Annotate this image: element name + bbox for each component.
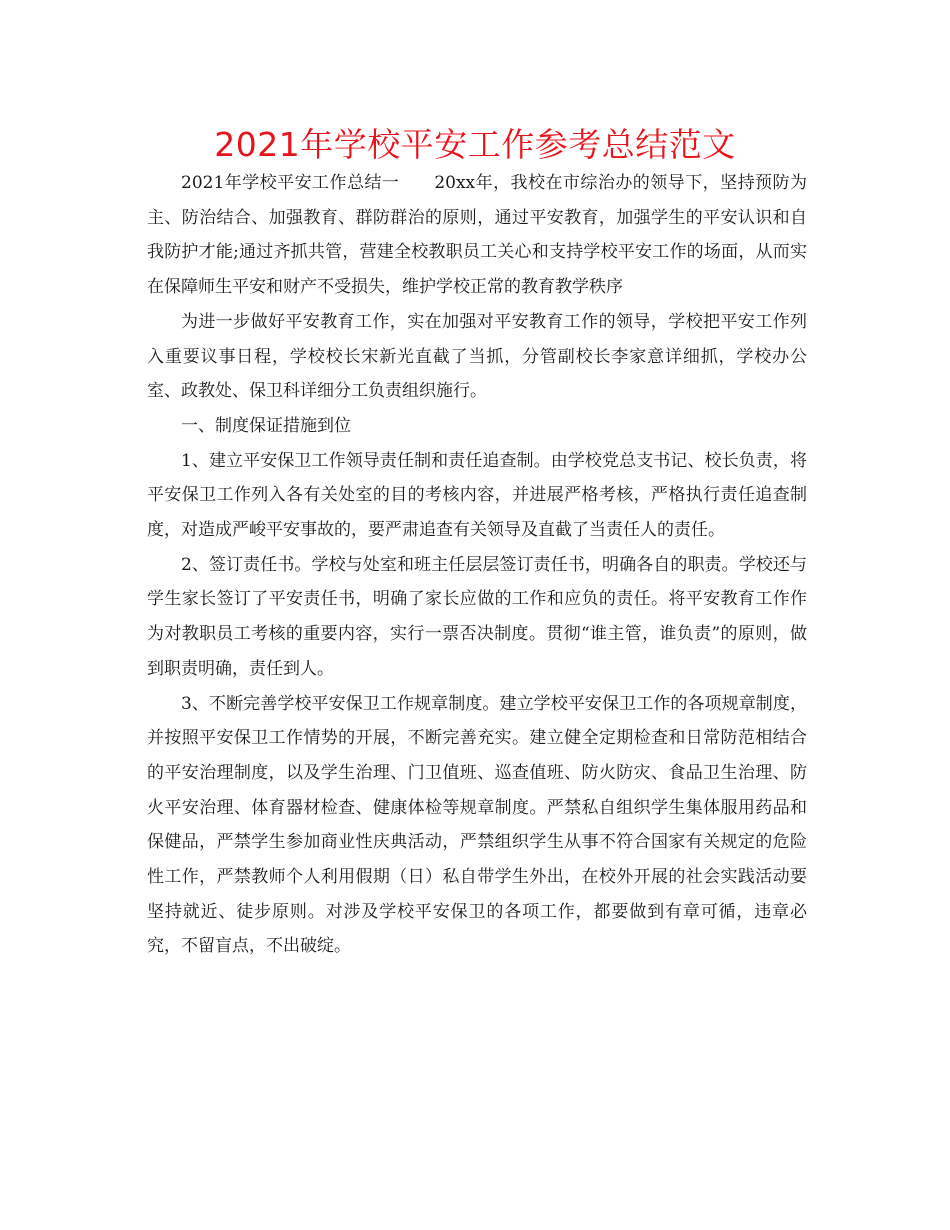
- paragraph-item-3: 3、不断完善学校平安保卫工作规章制度。建立学校平安保卫工作的各项规章制度，并按照平安保卫工作情势的开展，不断完善充实。建立健全定期检查和日常防范相结合的平安治理制度，以及学生治理、门卫值班、巡查值班、防火防灾、食品卫生治理、防火平安治理、体育器材检查、健康体检等规章制度。严禁私自组织学生集体服用药品和保健品，严禁学生参加商业性庆典活动，严禁组织学生从事不符合国家有关规定的危险性工作，严禁教师个人利用假期（日）私自带学生外出，在校外开展的社会实践活动要坚持就近、徒步原则。对涉及学校平安保卫的各项工作，都要做到有章可循，违章必究，不留盲点，不出破绽。: [147, 693, 807, 957]
- paragraph-item-1: 1、建立平安保卫工作领导责任制和责任追查制。由学校党总支书记、校长负责，将平安保卫工作列入各有关处室的目的考核内容，并进展严格考核，严格执行责任追查制度，对造成严峻平安事故的，要严肃追查有关领导及直截了当责任人的责任。: [147, 450, 807, 541]
- paragraph-item-2: 2、签订责任书。学校与处室和班主任层层签订责任书，明确各自的职责。学校还与学生家长签订了平安责任书，明确了家长应做的工作和应负的责任。将平安教育工作作为对教职员工考核的重要内容，实行一票否决制度。贯彻“谁主管，谁负责”的原则，做到职责明确，责任到人。: [147, 554, 807, 679]
- paragraph-leadership: 为进一步做好平安教育工作，实在加强对平安教育工作的领导，学校把平安工作列入重要议事日程，学校校长宋新光直截了当抓，分管副校长李家意详细抓，学校办公室、政教处、保卫科详细分工负责组织施行。: [147, 311, 807, 402]
- document-body: [147, 166, 807, 964]
- document-title: 2021年学校平安工作参考总结范文: [214, 125, 736, 164]
- paragraph-intro: 2021年学校平安工作总结一 20xx年，我校在市综治办的领导下，坚持预防为主、防治结合、加强教育、群防群治的原则，通过平安教育，加强学生的平安认识和自我防护才能;通过齐抓共管，营建全校教职员工关心和支持学校平安工作的场面，从而实在保障师生平安和财产不受损失，维护学校正常的教育教学秩序: [147, 173, 807, 298]
- section-heading: 一、制度保证措施到位: [181, 415, 351, 436]
